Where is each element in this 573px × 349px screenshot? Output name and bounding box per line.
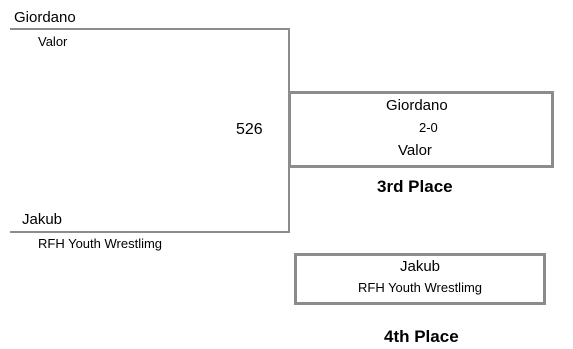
top-competitor-team: Valor [38,34,68,49]
fourth-place-team: RFH Youth Wrestlimg [357,280,483,295]
fourth-place-name-text: Jakub [399,258,441,275]
bottom-competitor-line [10,231,290,233]
third-place-box [288,91,554,168]
bottom-competitor-team: RFH Youth Wrestlimg [38,236,163,251]
third-place-team: Valor [398,142,432,159]
third-place-label: 3rd Place [377,177,453,196]
top-competitor-line [10,28,290,30]
bottom-competitor-name: Jakub [22,211,63,228]
fourth-place-label: 4th Place [384,327,459,346]
third-place-name: Giordano [386,97,448,114]
match-number: 526 [236,121,263,138]
top-competitor-name: Giordano [14,9,76,26]
third-place-score: 2-0 [419,120,438,135]
